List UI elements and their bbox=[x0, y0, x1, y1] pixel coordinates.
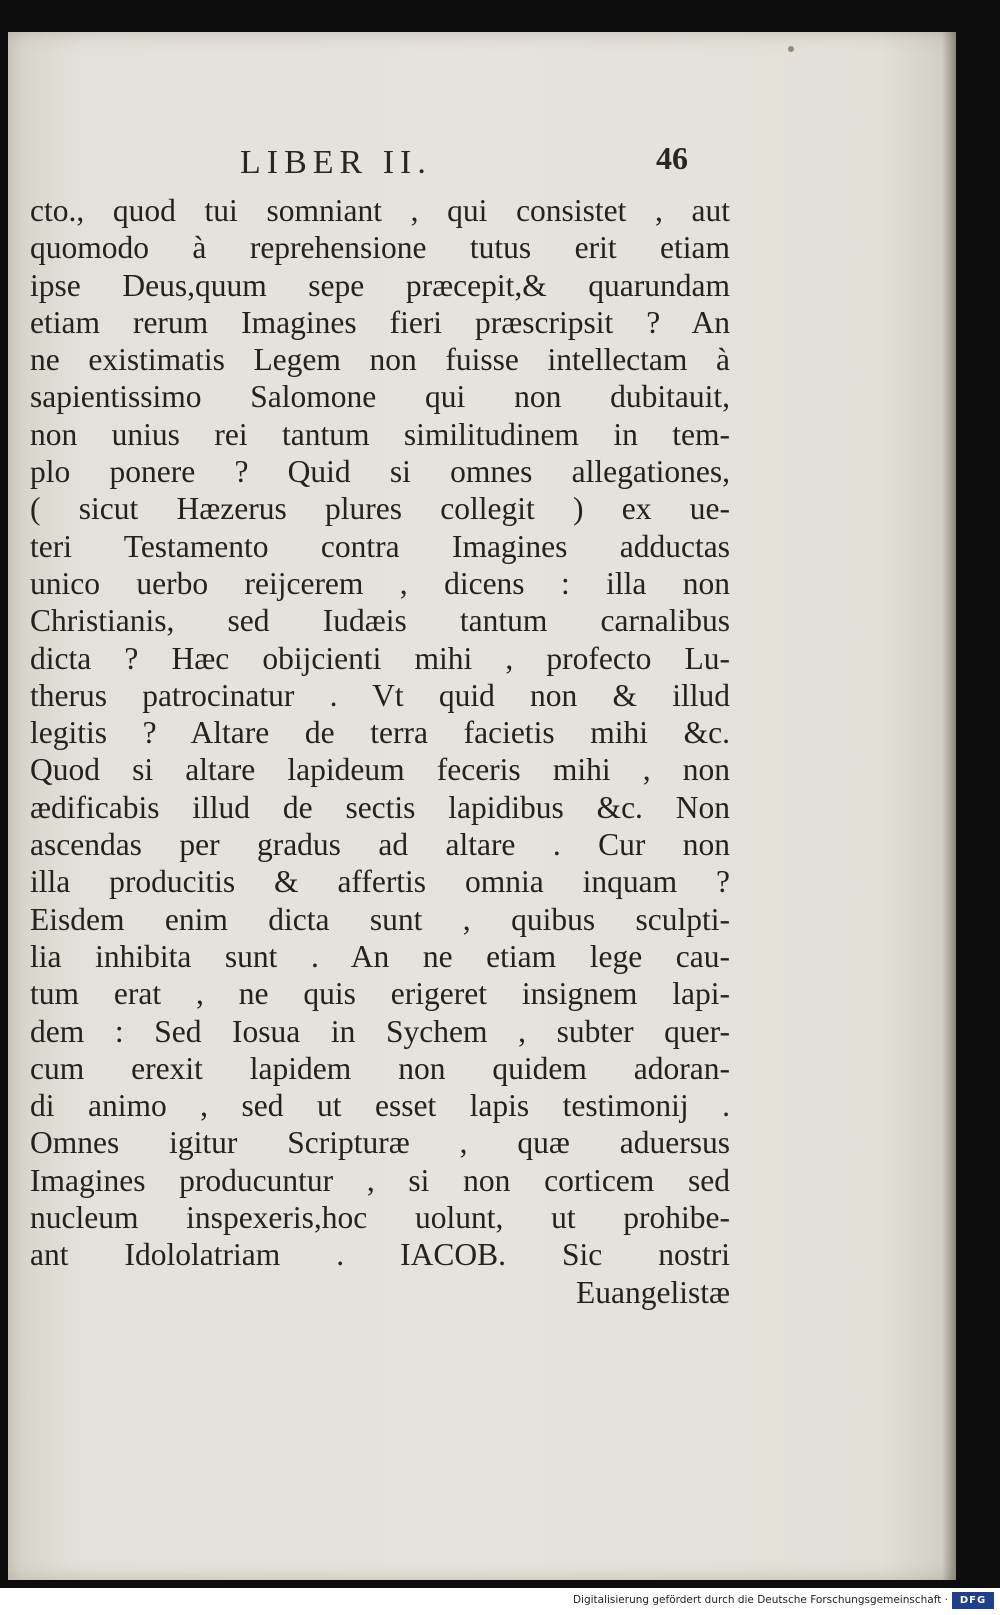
text-line: dem : Sed Iosua in Sychem , subter quer- bbox=[30, 1013, 730, 1049]
text-line: ascendas per gradus ad altare . Cur non bbox=[30, 827, 730, 863]
text-line: ne existimatis Legem non fuisse intellectam à bbox=[30, 342, 730, 378]
text-line: therus patrocinatur . Vt quid non & illud bbox=[30, 677, 730, 713]
text-line: cto., quod tui somniant , qui consistet , aut bbox=[30, 193, 730, 228]
text-line: dicta ? Hæc obijcienti mihi , profecto Lu- bbox=[30, 640, 730, 676]
text-line: unico uerbo reijcerem , dicens : illa non bbox=[30, 565, 730, 601]
text-line: Omnes igitur Scripturæ , quæ aduersus bbox=[30, 1125, 730, 1161]
text-line: Eisdem enim dicta sunt , quibus sculpti- bbox=[30, 901, 730, 937]
text-line: cum erexit lapidem non quidem adoran- bbox=[30, 1050, 730, 1086]
text-line: quomodo à reprehensione tutus erit etiam bbox=[30, 230, 730, 266]
text-line: non unius rei tantum similitudinem in tem- bbox=[30, 416, 730, 452]
page-number: 46 bbox=[656, 140, 688, 176]
paper-speck bbox=[788, 46, 794, 52]
text-line: Imagines producuntur , si non corticem sed bbox=[30, 1162, 730, 1198]
body-text bbox=[30, 192, 730, 1311]
text-line: ( sicut Hæzerus plures collegit ) ex ue- bbox=[30, 491, 730, 527]
page-header bbox=[8, 140, 956, 192]
text-line: Quod si altare lapideum feceris mihi , non bbox=[30, 752, 730, 788]
text-line: ant Idololatriam . IACOB. Sic nostri bbox=[30, 1237, 730, 1273]
text-line: sapientissimo Salomone qui non dubitauit, bbox=[30, 379, 730, 415]
text-line: ipse Deus,quum sepe præcepit,& quarundam bbox=[30, 267, 730, 303]
text-line: legitis ? Altare de terra facietis mihi &c. bbox=[30, 715, 730, 751]
text-line: etiam rerum Imagines fieri præscripsit ? An bbox=[30, 304, 730, 340]
text-line: teri Testamento contra Imagines adductas bbox=[30, 528, 730, 564]
running-head: LIBER II. bbox=[240, 144, 432, 181]
dfg-logo: DFG bbox=[952, 1592, 994, 1609]
text-line: lia inhibita sunt . An ne etiam lege cau- bbox=[30, 938, 730, 974]
text-line: nucleum inspexeris,hoc uolunt, ut prohibe- bbox=[30, 1200, 730, 1236]
funding-credit: Digitalisierung gefördert durch die Deutsche Forschungsgemeinschaft · bbox=[572, 1594, 948, 1606]
book-page bbox=[8, 32, 956, 1580]
footer-bar bbox=[0, 1588, 1000, 1615]
text-line: tum erat , ne quis erigeret insignem lapi- bbox=[30, 976, 730, 1012]
text-line: di animo , sed ut esset lapis testimonij . bbox=[30, 1088, 730, 1124]
text-line: plo ponere ? Quid si omnes allegationes, bbox=[30, 454, 730, 490]
text-line: illa producitis & affertis omnia inquam ? bbox=[30, 864, 730, 900]
text-line: ædificabis illud de sectis lapidibus &c. Non bbox=[30, 789, 730, 825]
text-line: Christianis, sed Iudæis tantum carnalibus bbox=[30, 603, 730, 639]
catchword: Euangelistæ bbox=[576, 1274, 730, 1310]
